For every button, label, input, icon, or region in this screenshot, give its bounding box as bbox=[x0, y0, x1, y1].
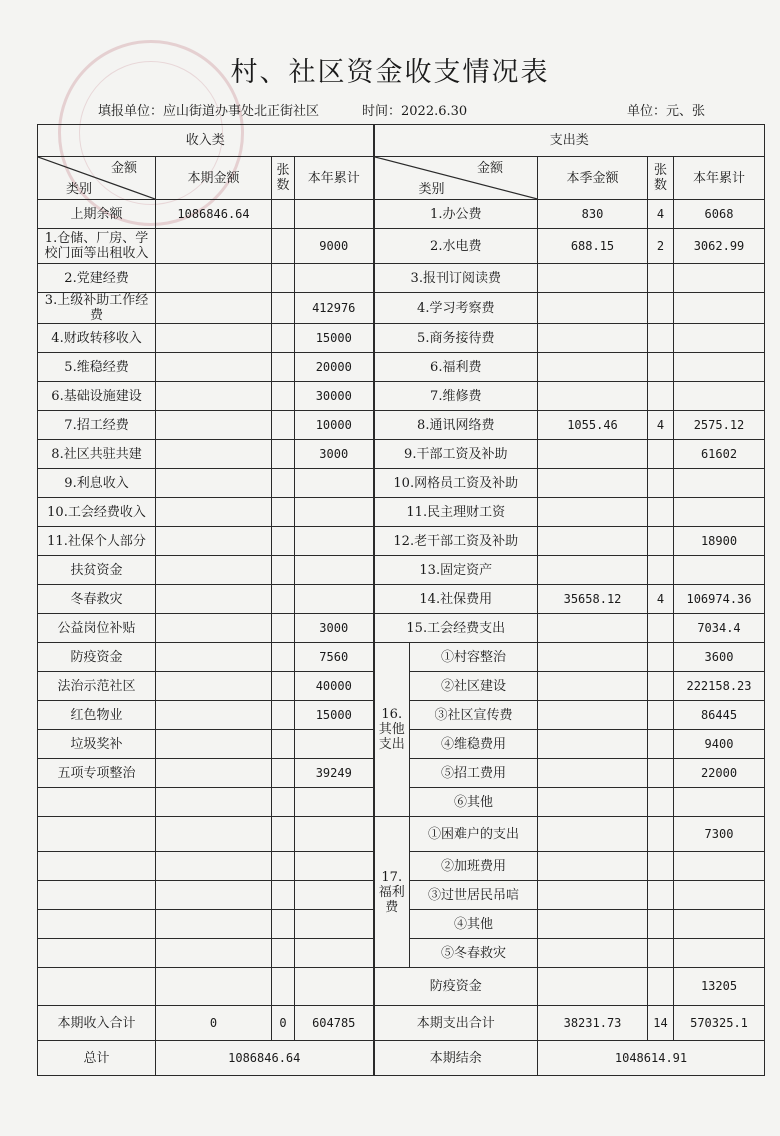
income-empty-cell bbox=[272, 910, 295, 939]
table-row bbox=[38, 264, 765, 293]
expense-count bbox=[648, 730, 674, 759]
sub-expense-category: ④维稳费用 bbox=[410, 730, 538, 759]
expense-ytd bbox=[674, 939, 765, 968]
expense-quarter-amount: 1055.46 bbox=[538, 411, 648, 440]
income-category bbox=[38, 788, 156, 817]
expense-quarter-amount bbox=[538, 852, 648, 881]
expense-category: 10.网格员工资及补助 bbox=[374, 469, 538, 498]
income-count bbox=[272, 382, 295, 411]
expense-count: 4 bbox=[648, 411, 674, 440]
expense-category: 6.福利费 bbox=[374, 353, 538, 382]
income-corner-header bbox=[38, 157, 156, 200]
table-row bbox=[38, 411, 765, 440]
corner-category-label: 类别 bbox=[418, 182, 445, 197]
income-current-amount bbox=[156, 440, 272, 469]
expense-total-label: 本期支出合计 bbox=[374, 1006, 538, 1041]
expense-ytd bbox=[674, 353, 765, 382]
income-category: 垃圾奖补 bbox=[38, 730, 156, 759]
expense-quarter-amount bbox=[538, 556, 648, 585]
income-empty-cell bbox=[38, 852, 156, 881]
income-count bbox=[272, 324, 295, 353]
income-ytd bbox=[295, 788, 374, 817]
expense-quarter-amount bbox=[538, 672, 648, 701]
income-empty-cell bbox=[156, 939, 272, 968]
expense-quarter-amount bbox=[538, 293, 648, 324]
expense-count bbox=[648, 939, 674, 968]
expense-category: 2.水电费 bbox=[374, 229, 538, 264]
income-count bbox=[272, 556, 295, 585]
income-empty-cell bbox=[295, 910, 374, 939]
expense-ytd: 86445 bbox=[674, 701, 765, 730]
expense-ytd: 106974.36 bbox=[674, 585, 765, 614]
page-title: 村、社区资金收支情况表 bbox=[230, 57, 550, 88]
income-ytd bbox=[295, 264, 374, 293]
expense-quarter-amount bbox=[538, 614, 648, 643]
income-category: 4.财政转移收入 bbox=[38, 324, 156, 353]
income-empty-cell bbox=[295, 852, 374, 881]
income-category: 10.工会经费收入 bbox=[38, 498, 156, 527]
table-row bbox=[38, 229, 765, 264]
expense-ytd bbox=[674, 324, 765, 353]
expense-quarter-amount bbox=[538, 701, 648, 730]
income-current-amount bbox=[156, 556, 272, 585]
expense-category: 9.干部工资及补助 bbox=[374, 440, 538, 469]
income-ytd bbox=[295, 469, 374, 498]
income-count bbox=[272, 759, 295, 788]
income-current-amount bbox=[156, 759, 272, 788]
grand-total-label: 总计 bbox=[38, 1041, 156, 1076]
income-empty-cell bbox=[295, 968, 374, 1006]
sub-expense-category: ③过世居民吊唁 bbox=[410, 881, 538, 910]
expense-quarter-amount: 688.15 bbox=[538, 229, 648, 264]
expense-ytd bbox=[674, 910, 765, 939]
income-current-amount bbox=[156, 614, 272, 643]
income-count bbox=[272, 200, 295, 229]
group-16-label: 16.其他支出 bbox=[374, 643, 410, 817]
income-category: 防疫资金 bbox=[38, 643, 156, 672]
expense-quarter-amount bbox=[538, 527, 648, 556]
income-current-amount bbox=[156, 411, 272, 440]
income-count bbox=[272, 585, 295, 614]
table-row bbox=[38, 643, 765, 672]
diagonal-line bbox=[375, 157, 538, 199]
income-category: 红色物业 bbox=[38, 701, 156, 730]
income-current-amount bbox=[156, 264, 272, 293]
balance-value: 1048614.91 bbox=[538, 1041, 765, 1076]
expense-count bbox=[648, 324, 674, 353]
expense-quarter-amount bbox=[538, 353, 648, 382]
income-total-ytd: 604785 bbox=[295, 1006, 374, 1041]
expense-ytd: 2575.12 bbox=[674, 411, 765, 440]
sub-expense-category: ⑤冬春救灾 bbox=[410, 939, 538, 968]
sub-expense-category: ⑤招工费用 bbox=[410, 759, 538, 788]
expense-count bbox=[648, 527, 674, 556]
expense-category: 8.通讯网络费 bbox=[374, 411, 538, 440]
reporting-unit: 填报单位：应山街道办事处北正街社区 bbox=[98, 104, 320, 119]
expense-quarter-amount bbox=[538, 968, 648, 1006]
income-category: 法治示范社区 bbox=[38, 672, 156, 701]
income-current-amount bbox=[156, 701, 272, 730]
income-count bbox=[272, 353, 295, 382]
expense-quarter-amount bbox=[538, 643, 648, 672]
expense-ytd: 18900 bbox=[674, 527, 765, 556]
expense-count bbox=[648, 817, 674, 852]
income-empty-cell bbox=[272, 881, 295, 910]
income-empty-cell bbox=[38, 881, 156, 910]
income-ytd: 3000 bbox=[295, 440, 374, 469]
expense-total-ytd: 570325.1 bbox=[674, 1006, 765, 1041]
income-ytd bbox=[295, 556, 374, 585]
income-ytd bbox=[295, 730, 374, 759]
income-ytd: 10000 bbox=[295, 411, 374, 440]
expense-ytd: 61602 bbox=[674, 440, 765, 469]
expense-count bbox=[648, 643, 674, 672]
income-ytd: 40000 bbox=[295, 672, 374, 701]
expense-count: 4 bbox=[648, 200, 674, 229]
income-category: 扶贫资金 bbox=[38, 556, 156, 585]
income-ytd: 30000 bbox=[295, 382, 374, 411]
income-total-amount: 0 bbox=[156, 1006, 272, 1041]
sub-expense-category: ①村容整治 bbox=[410, 643, 538, 672]
income-empty-cell bbox=[156, 817, 272, 852]
expense-quarter-amount bbox=[538, 788, 648, 817]
income-ytd: 39249 bbox=[295, 759, 374, 788]
income-current-amount bbox=[156, 353, 272, 382]
income-ytd bbox=[295, 527, 374, 556]
income-current-amount bbox=[156, 788, 272, 817]
income-current-amount bbox=[156, 498, 272, 527]
income-empty-cell bbox=[295, 881, 374, 910]
income-empty-cell bbox=[156, 881, 272, 910]
expense-count bbox=[648, 881, 674, 910]
expense-ytd: 7300 bbox=[674, 817, 765, 852]
corner-category-label: 类别 bbox=[66, 182, 93, 197]
expense-ytd: 9400 bbox=[674, 730, 765, 759]
expense-quarter-amount bbox=[538, 498, 648, 527]
diagonal-line bbox=[38, 157, 155, 199]
expense-category: 11.民主理财工资 bbox=[374, 498, 538, 527]
table-row bbox=[38, 200, 765, 229]
expense-quarter-amount bbox=[538, 469, 648, 498]
table-row bbox=[38, 498, 765, 527]
income-ytd bbox=[295, 200, 374, 229]
income-current-amount bbox=[156, 382, 272, 411]
expense-ytd bbox=[674, 293, 765, 324]
corner-amount-label: 金额 bbox=[110, 161, 137, 176]
expense-count bbox=[648, 293, 674, 324]
expense-category: 3.报刊订阅读费 bbox=[374, 264, 538, 293]
expense-quarter-amount: 830 bbox=[538, 200, 648, 229]
corner-amount-label: 金额 bbox=[476, 161, 503, 176]
sub-expense-category: ②加班费用 bbox=[410, 852, 538, 881]
income-current-amount bbox=[156, 527, 272, 556]
income-total-count: 0 bbox=[272, 1006, 295, 1041]
income-empty-cell bbox=[272, 939, 295, 968]
expense-ytd bbox=[674, 556, 765, 585]
expense-total-amount: 38231.73 bbox=[538, 1006, 648, 1041]
expense-quarter-amount bbox=[538, 759, 648, 788]
income-count bbox=[272, 498, 295, 527]
table-row bbox=[38, 614, 765, 643]
expense-ytd bbox=[674, 382, 765, 411]
expense-ytd bbox=[674, 469, 765, 498]
expense-quarter-amount bbox=[538, 939, 648, 968]
income-current-amount bbox=[156, 730, 272, 759]
table-row bbox=[38, 382, 765, 411]
expense-ytd: 22000 bbox=[674, 759, 765, 788]
income-current-amount bbox=[156, 229, 272, 264]
expense-count bbox=[648, 910, 674, 939]
expense-count bbox=[648, 788, 674, 817]
expense-ytd: 7034.4 bbox=[674, 614, 765, 643]
income-ytd bbox=[295, 498, 374, 527]
expense-count bbox=[648, 968, 674, 1006]
income-current-amount bbox=[156, 643, 272, 672]
expense-quarter-amount bbox=[538, 382, 648, 411]
expense-ytd: 3062.99 bbox=[674, 229, 765, 264]
income-category: 2.党建经费 bbox=[38, 264, 156, 293]
expense-count: 2 bbox=[648, 229, 674, 264]
col-current-amount: 本期金额 bbox=[156, 157, 272, 200]
income-current-amount bbox=[156, 585, 272, 614]
table-row bbox=[38, 527, 765, 556]
expense-quarter-amount bbox=[538, 881, 648, 910]
table-row bbox=[38, 817, 765, 852]
table-row bbox=[38, 585, 765, 614]
income-ytd: 7560 bbox=[295, 643, 374, 672]
income-count bbox=[272, 264, 295, 293]
income-section-header: 收入类 bbox=[38, 125, 374, 157]
income-category: 8.社区共驻共建 bbox=[38, 440, 156, 469]
expense-category: 1.办公费 bbox=[374, 200, 538, 229]
income-current-amount bbox=[156, 672, 272, 701]
expense-ytd: 6068 bbox=[674, 200, 765, 229]
income-empty-cell bbox=[38, 939, 156, 968]
income-count bbox=[272, 229, 295, 264]
expense-quarter-amount bbox=[538, 440, 648, 469]
group-17-label: 17.福利费 bbox=[374, 817, 410, 968]
income-category: 6.基础设施建设 bbox=[38, 382, 156, 411]
expense-ytd: 222158.23 bbox=[674, 672, 765, 701]
expense-ytd bbox=[674, 498, 765, 527]
expense-count bbox=[648, 614, 674, 643]
expense-quarter-amount: 35658.12 bbox=[538, 585, 648, 614]
sub-expense-category: ①困难户的支出 bbox=[410, 817, 538, 852]
expense-count bbox=[648, 759, 674, 788]
expense-ytd: 13205 bbox=[674, 968, 765, 1006]
expense-count bbox=[648, 556, 674, 585]
expense-category: 13.固定资产 bbox=[374, 556, 538, 585]
income-empty-cell bbox=[156, 852, 272, 881]
income-current-amount bbox=[156, 469, 272, 498]
income-current-amount: 1086846.64 bbox=[156, 200, 272, 229]
expense-count bbox=[648, 382, 674, 411]
income-category: 上期余额 bbox=[38, 200, 156, 229]
expense-quarter-amount bbox=[538, 817, 648, 852]
final-row bbox=[38, 1041, 765, 1076]
income-empty-cell bbox=[38, 968, 156, 1006]
income-ytd: 15000 bbox=[295, 701, 374, 730]
expense-ytd bbox=[674, 852, 765, 881]
income-count bbox=[272, 469, 295, 498]
col-count: 张数 bbox=[272, 157, 295, 200]
income-count bbox=[272, 527, 295, 556]
income-ytd: 20000 bbox=[295, 353, 374, 382]
expense-ytd bbox=[674, 264, 765, 293]
col-ytd: 本年累计 bbox=[295, 157, 374, 200]
expense-ytd bbox=[674, 788, 765, 817]
expense-category: 5.商务接待费 bbox=[374, 324, 538, 353]
income-category: 3.上级补助工作经费 bbox=[38, 293, 156, 324]
income-count bbox=[272, 788, 295, 817]
table-row bbox=[38, 293, 765, 324]
report-time: 时间：2022.6.30 bbox=[362, 104, 468, 119]
expense-count bbox=[648, 264, 674, 293]
income-empty-cell bbox=[38, 817, 156, 852]
expense-ytd: 3600 bbox=[674, 643, 765, 672]
table-row bbox=[38, 469, 765, 498]
sub-expense-category: ④其他 bbox=[410, 910, 538, 939]
income-empty-cell bbox=[156, 968, 272, 1006]
expense-count bbox=[648, 852, 674, 881]
income-empty-cell bbox=[38, 910, 156, 939]
income-empty-cell bbox=[272, 852, 295, 881]
totals-row bbox=[38, 1006, 765, 1041]
income-count bbox=[272, 614, 295, 643]
income-empty-cell bbox=[272, 817, 295, 852]
income-count bbox=[272, 293, 295, 324]
income-category: 冬春救灾 bbox=[38, 585, 156, 614]
expense-quarter-amount bbox=[538, 730, 648, 759]
income-count bbox=[272, 672, 295, 701]
income-category: 9.利息收入 bbox=[38, 469, 156, 498]
expense-category: 15.工会经费支出 bbox=[374, 614, 538, 643]
income-ytd: 3000 bbox=[295, 614, 374, 643]
expense-count bbox=[648, 672, 674, 701]
income-ytd: 412976 bbox=[295, 293, 374, 324]
income-empty-cell bbox=[272, 968, 295, 1006]
table-row bbox=[38, 968, 765, 1006]
income-ytd: 15000 bbox=[295, 324, 374, 353]
sub-expense-category: ②社区建设 bbox=[410, 672, 538, 701]
table-row bbox=[38, 324, 765, 353]
expense-count bbox=[648, 701, 674, 730]
expense-quarter-amount bbox=[538, 264, 648, 293]
balance-label: 本期结余 bbox=[374, 1041, 538, 1076]
expense-total-count: 14 bbox=[648, 1006, 674, 1041]
col-ytd: 本年累计 bbox=[674, 157, 765, 200]
income-count bbox=[272, 730, 295, 759]
income-ytd bbox=[295, 585, 374, 614]
sub-expense-category: ③社区宣传费 bbox=[410, 701, 538, 730]
expense-quarter-amount bbox=[538, 324, 648, 353]
income-count bbox=[272, 440, 295, 469]
income-category: 5.维稳经费 bbox=[38, 353, 156, 382]
expense-category: 14.社保费用 bbox=[374, 585, 538, 614]
income-empty-cell bbox=[156, 910, 272, 939]
expense-count bbox=[648, 498, 674, 527]
income-category: 五项专项整治 bbox=[38, 759, 156, 788]
expense-corner-header bbox=[374, 157, 538, 200]
income-current-amount bbox=[156, 293, 272, 324]
expense-category: 防疫资金 bbox=[374, 968, 538, 1006]
sub-expense-category: ⑥其他 bbox=[410, 788, 538, 817]
expense-quarter-amount bbox=[538, 910, 648, 939]
expense-category: 12.老干部工资及补助 bbox=[374, 527, 538, 556]
expense-section-header: 支出类 bbox=[374, 125, 765, 157]
finance-table bbox=[37, 124, 765, 1076]
expense-ytd bbox=[674, 881, 765, 910]
income-count bbox=[272, 411, 295, 440]
currency-unit: 单位：元、张 bbox=[627, 104, 706, 119]
expense-count bbox=[648, 353, 674, 382]
grand-total-value: 1086846.64 bbox=[156, 1041, 374, 1076]
income-category: 公益岗位补贴 bbox=[38, 614, 156, 643]
income-ytd: 9000 bbox=[295, 229, 374, 264]
table-row bbox=[38, 440, 765, 469]
income-category: 1.仓储、厂房、学校门面等出租收入 bbox=[38, 229, 156, 264]
income-empty-cell bbox=[295, 939, 374, 968]
col-quarter-amount: 本季金额 bbox=[538, 157, 648, 200]
income-current-amount bbox=[156, 324, 272, 353]
expense-count bbox=[648, 469, 674, 498]
income-category: 7.招工经费 bbox=[38, 411, 156, 440]
table-row bbox=[38, 556, 765, 585]
income-category: 11.社保个人部分 bbox=[38, 527, 156, 556]
expense-category: 4.学习考察费 bbox=[374, 293, 538, 324]
income-count bbox=[272, 643, 295, 672]
expense-count bbox=[648, 440, 674, 469]
income-count bbox=[272, 701, 295, 730]
col-count: 张数 bbox=[648, 157, 674, 200]
income-total-label: 本期收入合计 bbox=[38, 1006, 156, 1041]
expense-count: 4 bbox=[648, 585, 674, 614]
table-row bbox=[38, 353, 765, 382]
income-empty-cell bbox=[295, 817, 374, 852]
expense-category: 7.维修费 bbox=[374, 382, 538, 411]
